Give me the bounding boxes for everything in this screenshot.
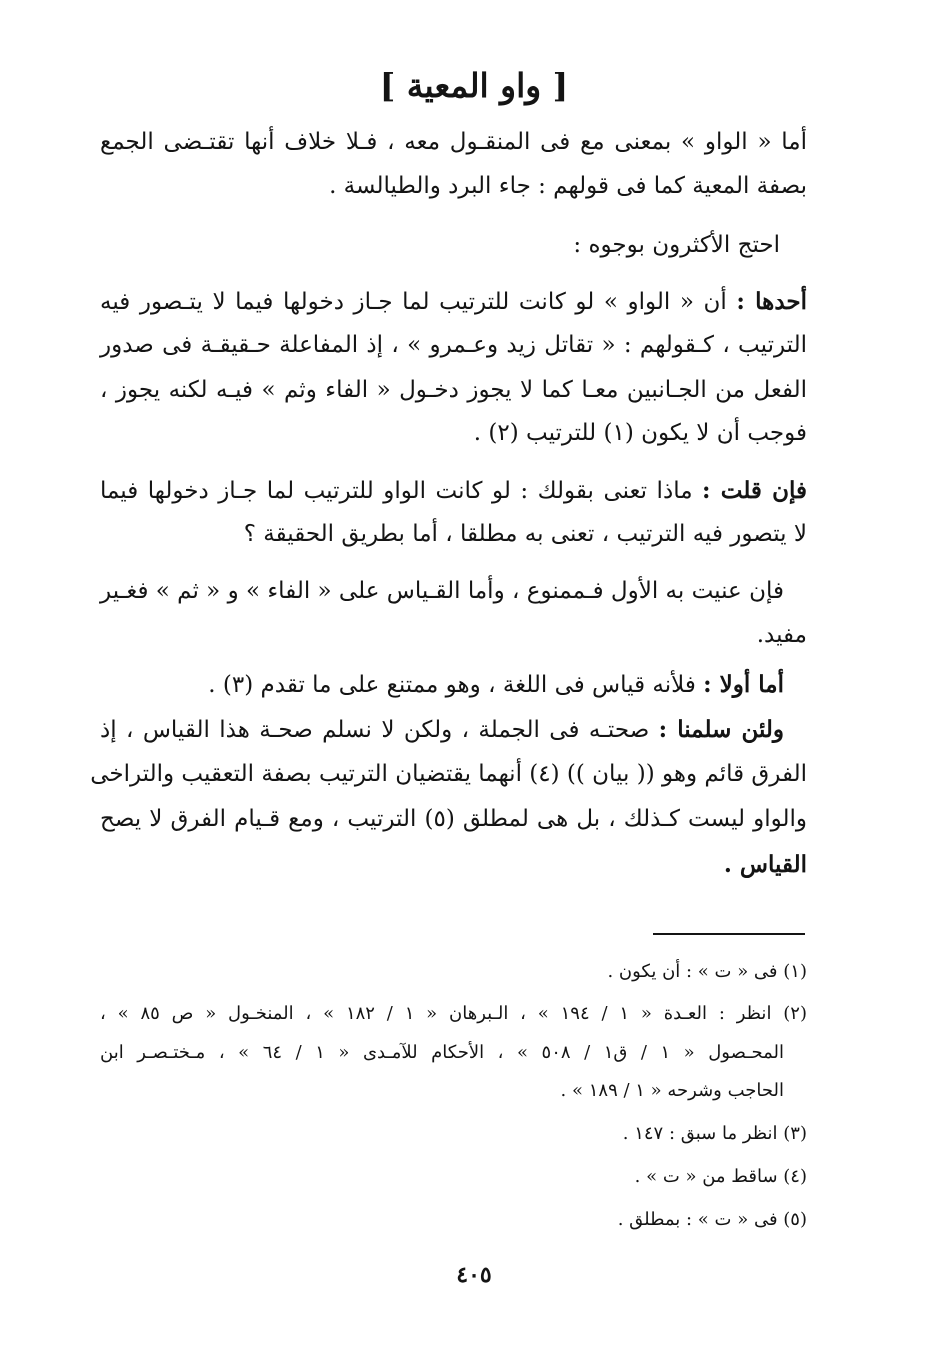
paragraph-1-line-1: أما « الواو » بمعنى مع فى المنقـول معه ، فـلا خلاف أنها تقتـضى الجمع bbox=[100, 129, 807, 155]
paragraph-1-line-2: بصفة المعية كما فى قولهم : جاء البرد والطيالسة . bbox=[329, 173, 807, 199]
section-title: [ واو المعية ] bbox=[379, 66, 569, 105]
footnote-2-line-2: المحـصول « ١ / ق١ / ٥٠٨ » ، الأحكام للآمـدى « ١ / ٦٤ » ، مـختـصـر ابن bbox=[100, 1042, 784, 1063]
paragraph-7-line-1 bbox=[100, 715, 784, 746]
footnote-2-line-3: الحاجب وشرحه « ١ / ١٨٩ » . bbox=[560, 1080, 784, 1101]
paragraph-3-line-2: الترتيب ، كـقولهم : « تقاتل زيد وعـمرو » ، إذ المفاعلة حـقيقـة فى صدور bbox=[100, 332, 807, 358]
footnote-1: (١) فى « ت » : أن يكون . bbox=[607, 961, 807, 982]
footnote-3: (٣) انظر ما سبق : ١٤٧ . bbox=[622, 1123, 807, 1144]
paragraph-3-line-3: الفعل من الجـانبين معـا كما لا يجوز دخـول « الفاء وثم » فيـه لكنه يجوز ، bbox=[100, 377, 807, 403]
paragraph-3-line-1-text: أن « الواو » لو كانت للترتيب لما جـاز دخولها فيما لا يتـصور فيه bbox=[100, 289, 727, 315]
paragraph-5-line-2: مفيد. bbox=[756, 622, 807, 648]
paragraph-6-line-1 bbox=[100, 670, 784, 701]
paragraph-4-lead: فإن قلت : bbox=[702, 477, 808, 504]
paragraph-4-line-1-text: ماذا تعنى بقولك : لو كانت الواو للترتيب لما جـاز دخولها فيما bbox=[100, 478, 693, 504]
paragraph-6-lead: أما أولا : bbox=[703, 671, 784, 698]
page-number: ٤٠٥ bbox=[456, 1262, 492, 1288]
paragraph-4-line-1 bbox=[100, 476, 807, 507]
paragraph-7-lead: ولئن سلمنا : bbox=[658, 716, 785, 743]
paragraph-7-line-1-text: صحتـه فى الجملة ، ولكن لا نسلم صحـة هذا القياس ، إذ bbox=[100, 717, 650, 743]
footnote-separator bbox=[653, 933, 805, 935]
paragraph-3-line-1 bbox=[100, 287, 807, 318]
paragraph-3-line-4: فوجب أن لا يكون (١) للترتيب (٢) . bbox=[473, 420, 807, 446]
paragraph-5-line-1: فإن عنيت به الأول فـممنوع ، وأما القـياس على « الفاء » و « ثم » فغـير bbox=[100, 578, 784, 604]
paragraph-2-line-1: احتج الأكثرون بوجوه : bbox=[573, 232, 780, 258]
paragraph-7-line-4: القياس . bbox=[723, 851, 807, 878]
footnote-5: (٥) فى « ت » : بمطلق . bbox=[617, 1209, 807, 1230]
paragraph-4-line-2: لا يتصور فيه الترتيب ، تعنى به مطلقا ، أما بطريق الحقيقة ؟ bbox=[243, 521, 807, 547]
paragraph-7-line-2: الفرق قائم وهو (( بيان )) (٤) أنهما يقتضيان الترتيب بصفة التعقيب والتراخى bbox=[90, 761, 807, 787]
footnote-4: (٤) ساقط من « ت » . bbox=[634, 1166, 807, 1187]
paragraph-3-lead: أحدها : bbox=[736, 288, 807, 315]
paragraph-6-line-1-text: فلأنه قياس فى اللغة ، وهو ممتنع على ما تقدم (٣) . bbox=[208, 672, 696, 698]
footnote-2-line-1: (٢) انظر : العـدة « ١ / ١٩٤ » ، الـبرهان « ١ / ١٨٢ » ، المنخـول « ص ٨٥ » ، bbox=[100, 1003, 807, 1024]
paragraph-7-line-3: والواو ليست كـذلك ، بل هى لمطلق (٥) الترتيب ، ومع قـيام الفرق لا يصح bbox=[100, 806, 808, 832]
